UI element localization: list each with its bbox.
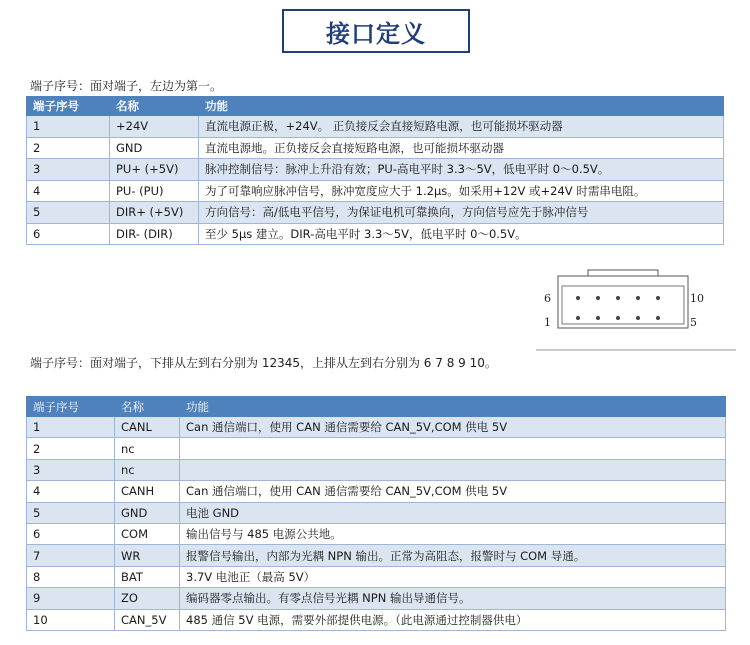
cell-pin: 2 bbox=[27, 137, 110, 159]
pin-label-10: 10 bbox=[690, 292, 704, 305]
cell-pin: 4 bbox=[27, 180, 110, 202]
cell-name: CAN_5V bbox=[115, 609, 180, 630]
cell-pin: 4 bbox=[27, 481, 115, 502]
cell-function: 报警信号输出，内部为光耦 NPN 输出。正常为高阻态，报警时与 COM 导通。 bbox=[180, 545, 726, 566]
interface-table-1 bbox=[26, 96, 724, 245]
cell-name: DIR+ (+5V) bbox=[110, 202, 199, 224]
cell-function: 电池 GND bbox=[180, 502, 726, 523]
cell-function: 485 通信 5V 电源，需要外部提供电源。（此电源通过控制器供电） bbox=[180, 609, 726, 630]
cell-function: 脉冲控制信号：脉冲上升沿有效；PU-高电平时 3.3～5V，低电平时 0～0.5V。 bbox=[199, 159, 724, 181]
cell-name: nc bbox=[115, 459, 180, 480]
note-terminal-order-2: 端子序号：面对端子，下排从左到右分别为 12345，上排从左到右分别为 6 7 8 9 10。 bbox=[30, 356, 497, 370]
cell-name: WR bbox=[115, 545, 180, 566]
pin-dots bbox=[576, 296, 660, 320]
pin-label-5: 5 bbox=[690, 316, 697, 329]
cell-pin: 2 bbox=[27, 438, 115, 459]
cell-pin: 9 bbox=[27, 588, 115, 609]
table-row bbox=[27, 459, 726, 480]
cell-function: 直流电源地。正负接反会直接短路电源，也可能损坏驱动器 bbox=[199, 137, 724, 159]
cell-function: 至少 5μs 建立。DIR-高电平时 3.3～5V，低电平时 0～0.5V。 bbox=[199, 223, 724, 245]
interface-table-2 bbox=[26, 396, 726, 631]
cell-name: nc bbox=[115, 438, 180, 459]
cell-name: GND bbox=[115, 502, 180, 523]
cell-name: GND bbox=[110, 137, 199, 159]
cell-pin: 1 bbox=[27, 417, 115, 438]
pin-label-1: 1 bbox=[544, 316, 551, 329]
cell-function: 直流电源正极，+24V。 正负接反会直接短路电源，也可能损坏驱动器 bbox=[199, 116, 724, 138]
cell-name: COM bbox=[115, 523, 180, 544]
table-row bbox=[27, 417, 726, 438]
cell-name: +24V bbox=[110, 116, 199, 138]
cell-function: 为了可靠响应脉冲信号，脉冲宽度应大于 1.2μs。如采用+12V 或+24V 时需串电阻。 bbox=[199, 180, 724, 202]
table-row bbox=[27, 159, 724, 181]
table-header bbox=[27, 397, 726, 417]
cell-pin: 5 bbox=[27, 202, 110, 224]
table-row bbox=[27, 137, 724, 159]
cell-function bbox=[180, 459, 726, 480]
cell-pin: 6 bbox=[27, 523, 115, 544]
connector-diagram bbox=[536, 262, 736, 362]
cell-name: ZO bbox=[115, 588, 180, 609]
header-pin: 端子序号 bbox=[27, 397, 115, 417]
cell-name: CANL bbox=[115, 417, 180, 438]
note-terminal-order-1: 端子序号：面对端子，左边为第一。 bbox=[30, 79, 223, 93]
cell-pin: 6 bbox=[27, 223, 110, 245]
cell-pin: 1 bbox=[27, 116, 110, 138]
cell-function: 输出信号与 485 电源公共地。 bbox=[180, 523, 726, 544]
pin-label-6: 6 bbox=[544, 292, 551, 305]
table-row bbox=[27, 588, 726, 609]
table-row bbox=[27, 481, 726, 502]
table-row bbox=[27, 438, 726, 459]
cell-name: DIR- (DIR) bbox=[110, 223, 199, 245]
table-row bbox=[27, 202, 724, 224]
table-row bbox=[27, 566, 726, 587]
cell-pin: 3 bbox=[27, 159, 110, 181]
cell-function: 编码器零点输出。有零点信号光耦 NPN 输出导通信号。 bbox=[180, 588, 726, 609]
cell-function: Can 通信端口，使用 CAN 通信需要给 CAN_5V,COM 供电 5V bbox=[180, 417, 726, 438]
cell-function: 3.7V 电池正（最高 5V） bbox=[180, 566, 726, 587]
cell-name: PU+ (+5V) bbox=[110, 159, 199, 181]
cell-pin: 10 bbox=[27, 609, 115, 630]
cell-pin: 5 bbox=[27, 502, 115, 523]
table-row bbox=[27, 502, 726, 523]
cell-function bbox=[180, 438, 726, 459]
cell-name: PU- (PU) bbox=[110, 180, 199, 202]
header-name: 名称 bbox=[110, 97, 199, 116]
table-row bbox=[27, 609, 726, 630]
table-row bbox=[27, 180, 724, 202]
table-header bbox=[27, 97, 724, 116]
table-row bbox=[27, 523, 726, 544]
title-box bbox=[282, 9, 470, 53]
cell-function: Can 通信端口，使用 CAN 通信需要给 CAN_5V,COM 供电 5V bbox=[180, 481, 726, 502]
cell-name: CANH bbox=[115, 481, 180, 502]
cell-pin: 7 bbox=[27, 545, 115, 566]
table-row bbox=[27, 223, 724, 245]
cell-name: BAT bbox=[115, 566, 180, 587]
header-function: 功能 bbox=[199, 97, 724, 116]
header-function: 功能 bbox=[180, 397, 726, 417]
cell-pin: 3 bbox=[27, 459, 115, 480]
cell-function: 方向信号：高/低电平信号，为保证电机可靠换向，方向信号应先于脉冲信号 bbox=[199, 202, 724, 224]
header-pin: 端子序号 bbox=[27, 97, 110, 116]
page-title: 接口定义 bbox=[326, 19, 426, 48]
header-name: 名称 bbox=[115, 397, 180, 417]
table-row bbox=[27, 116, 724, 138]
table-row bbox=[27, 545, 726, 566]
cell-pin: 8 bbox=[27, 566, 115, 587]
